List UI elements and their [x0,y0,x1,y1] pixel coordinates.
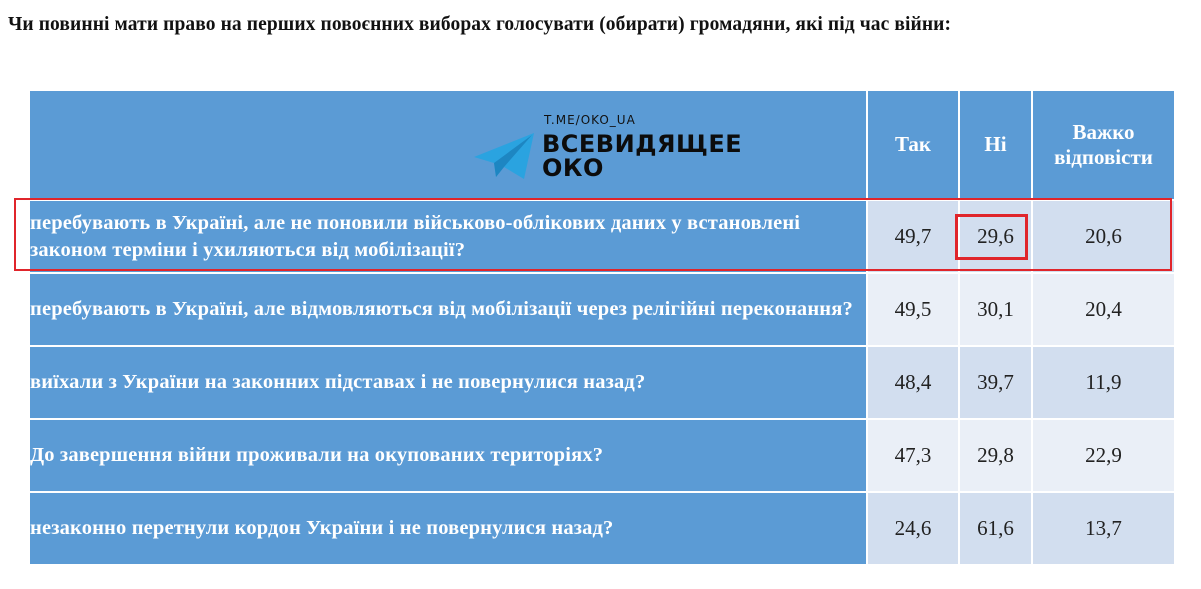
column-header-hard-to-answer: Важко відповісти [1032,90,1175,200]
cell-hard-to-answer: 13,7 [1032,492,1175,565]
cell-yes: 49,7 [867,200,959,273]
cell-yes: 24,6 [867,492,959,565]
logo-url: T.ME/OKO_UA [544,113,636,127]
cell-hard-to-answer: 22,9 [1032,419,1175,492]
table-row [29,273,1175,346]
row-question: незаконно перетнули кордон України і не повернулися назад? [29,492,867,565]
cell-no: 61,6 [959,492,1032,565]
cell-no: 30,1 [959,273,1032,346]
row-question: перебувають в Україні, але не поновили військово-облікових даних у встановлені законом терміни і ухиляються від мобілізації? [29,200,867,273]
cell-yes: 47,3 [867,419,959,492]
column-header-yes: Так [867,90,959,200]
cell-yes: 48,4 [867,346,959,419]
paper-plane-icon [474,133,536,179]
row-question: перебувають в Україні, але відмовляються від мобілізації через релігійні переконання? [29,273,867,346]
row-question: виїхали з України на законних підставах і не повернулися назад? [29,346,867,419]
logo-name-line1: ВСЕВИДЯЩЕЕ [542,130,743,158]
table-header-row [29,90,1175,200]
cell-hard-to-answer: 20,4 [1032,273,1175,346]
survey-table [28,89,1176,566]
row-question: До завершення війни проживали на окупованих територіях? [29,419,867,492]
logo-name-line2: ОКО [542,154,604,182]
cell-no: 39,7 [959,346,1032,419]
table-row [29,492,1175,565]
logo-cell [29,90,867,200]
highlighted-cell-frame [955,214,1028,260]
table-row [29,346,1175,419]
table-row [29,419,1175,492]
channel-logo [474,111,743,182]
cell-no: 29,8 [959,419,1032,492]
cell-hard-to-answer: 11,9 [1032,346,1175,419]
column-header-no: Ні [959,90,1032,200]
cell-yes: 49,5 [867,273,959,346]
cell-hard-to-answer: 20,6 [1032,200,1175,273]
page-title: Чи повинні мати право на перших повоєнних виборах голосувати (обирати) громадяни, які під час війни: [8,14,952,35]
cell-no: 29,6 [959,200,1032,273]
